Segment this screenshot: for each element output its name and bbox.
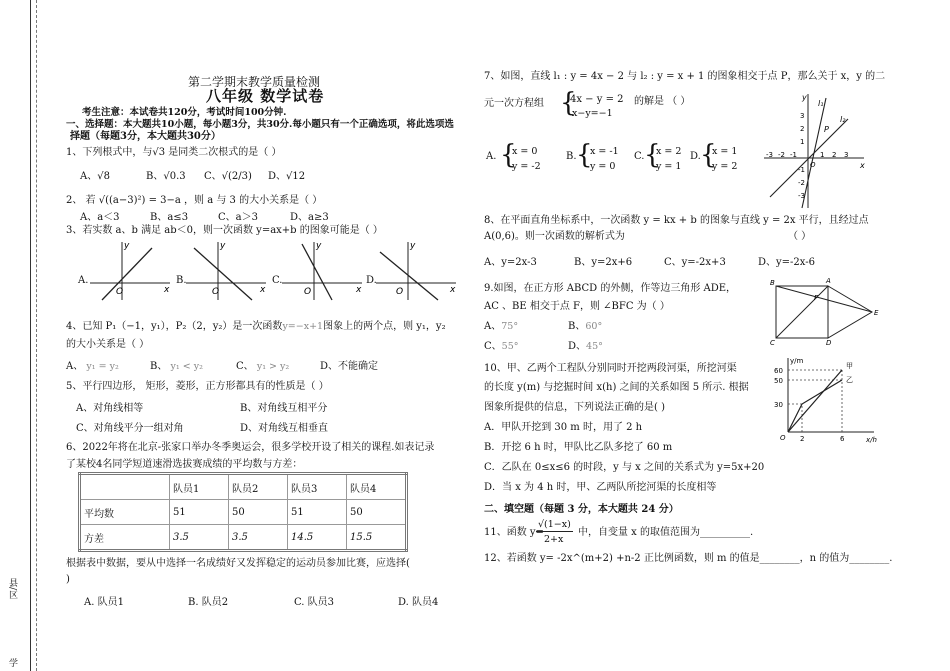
y-tick-label: -2 xyxy=(798,179,805,187)
x-tick-label: -3 xyxy=(766,151,773,159)
q3-option-d[interactable]: D. xyxy=(366,275,377,286)
q9-option-d[interactable] xyxy=(568,340,603,353)
point-e-label: E xyxy=(874,309,879,317)
q9-option-b-label: B、 xyxy=(568,321,586,332)
table-cell: 51 xyxy=(170,500,229,525)
q4-option-b[interactable] xyxy=(150,360,203,373)
q8-option-d[interactable]: D、y=-2x-6 xyxy=(758,257,815,268)
q9-option-a-value: 75° xyxy=(501,321,519,332)
q6-stem: 6、2022年将在北京-张家口举办冬季奥运会，很多学校开设了相关的课程.如表记录 xyxy=(66,442,435,453)
q1-stem: 1、下列根式中，与√3 是同类二次根式的是（ ） xyxy=(66,147,282,158)
q10-graph xyxy=(770,356,882,446)
q5-stem: 5、平行四边形， 矩形，菱形，正方形都具有的性质是（ ） xyxy=(66,381,329,392)
y-tick-label: 1 xyxy=(800,138,805,146)
y-tick-label: 2 xyxy=(800,125,805,133)
q10-option-d[interactable]: D．当 x 为 4 h 时，甲、乙两队所挖河渠的长度相等 xyxy=(484,482,717,493)
q7-sys-tail: 的解是 （ ） xyxy=(634,96,691,107)
q4-stem xyxy=(66,320,446,333)
q4-option-b-label: B、 xyxy=(150,361,168,372)
q7-option-a-brace: { xyxy=(500,140,517,170)
q6-score-table xyxy=(78,472,408,552)
diagonal-ac xyxy=(776,286,828,338)
margin-label-school: 学 xyxy=(7,658,17,667)
x-label: x xyxy=(860,161,865,170)
table-row xyxy=(80,525,407,551)
y-tick-label: -3 xyxy=(798,192,805,200)
x-tick-label: 6 xyxy=(840,435,845,443)
q3-graph-c xyxy=(282,240,362,300)
origin-label: O xyxy=(304,287,312,297)
table-header-cell: 队员4 xyxy=(347,474,407,500)
q4-option-a[interactable] xyxy=(66,360,119,373)
q7-option-d-brace: { xyxy=(700,140,717,170)
q1-option-a[interactable]: A、√8 xyxy=(80,171,110,182)
q7-option-a-label[interactable]: A. xyxy=(486,151,497,162)
q9-stem2: AC 、BE 相交于点 F，则 ∠BFC 为（ ） xyxy=(484,301,670,312)
q7-system-eq1: 4x − y = 2 xyxy=(570,94,624,105)
q4-option-c-value: y₁ > y₂ xyxy=(256,361,290,372)
q7-option-d-y: y = 2 xyxy=(712,161,738,172)
q4-stem-tail: 图象上的两个点，则 y₁，y₂ xyxy=(323,321,446,332)
y-tick-label: -1 xyxy=(798,166,805,174)
q9-option-a-label: A、 xyxy=(484,321,502,332)
q4-option-a-value: y₁ = y₂ xyxy=(86,361,119,372)
q7-option-b-label[interactable]: B. xyxy=(566,151,577,162)
point-d-label: D xyxy=(826,339,832,347)
q6-tail2: ) xyxy=(66,574,70,585)
q7-system-brace: { xyxy=(560,88,577,118)
q7-option-a-y: y = -2 xyxy=(512,161,541,172)
table-cell: 50 xyxy=(347,500,407,525)
q3-stem: 3、若实数 a、b 满足 ab＜0，则一次函数 y=ax+b 的图象可能是（ ） xyxy=(66,225,383,236)
point-f-label: F xyxy=(814,294,819,302)
q11-frac-denominator: 2+x xyxy=(544,534,564,545)
q3-graph-d xyxy=(376,240,456,300)
q7-stem2: 元一次方程组 xyxy=(484,98,544,109)
q7-system-eq2: x−y=−1 xyxy=(572,108,613,119)
q10-option-c[interactable]: C．乙队在 0≤x≤6 的时段，y 与 x 之间的关系式为 y=5x+20 xyxy=(484,462,765,473)
q1-option-d[interactable]: D、√12 xyxy=(268,171,306,182)
point-b-label: B xyxy=(770,279,775,287)
origin-label: O xyxy=(212,287,220,297)
y-tick-label: 50 xyxy=(774,377,783,385)
line-yi xyxy=(788,380,842,432)
x-label: x xyxy=(260,285,266,295)
y-label: y xyxy=(802,93,807,102)
q2-stem: 2、 若 √((a−3)²) = 3−a ，则 a 与 3 的大小关系是（ ） xyxy=(66,195,323,206)
q7-option-c-y: y = 1 xyxy=(656,161,682,172)
function-line xyxy=(194,248,252,300)
q7-option-b-x: x = -1 xyxy=(590,146,619,157)
q7-option-c-x: x = 2 xyxy=(656,146,682,157)
section1-heading-cont: 择题（每题3分，本大题共30分） xyxy=(70,131,221,142)
x-tick-label: 2 xyxy=(832,151,837,159)
section2-heading: 二、填空题（每题 3 分，本大题共 24 分） xyxy=(484,504,679,515)
table-cell: 14.5 xyxy=(288,525,347,551)
y-tick-label: 30 xyxy=(774,401,783,409)
q3-option-b[interactable]: B. xyxy=(176,275,187,286)
table-cell xyxy=(80,474,170,500)
q2-option-d[interactable]: D、a≥3 xyxy=(290,212,329,223)
x-label: x/h xyxy=(866,436,877,444)
q4-option-c[interactable] xyxy=(236,360,289,373)
q8-paren: （ ） xyxy=(788,231,812,242)
table-cell: 3.5 xyxy=(170,525,229,551)
y-tick-label: 60 xyxy=(774,367,783,375)
q5-option-d[interactable]: D、对角线互相垂直 xyxy=(240,423,329,434)
q9-option-c-value: 55° xyxy=(501,341,519,352)
q9-option-c-label: C、 xyxy=(484,341,502,352)
q8-option-c[interactable]: C、y=-2x+3 xyxy=(664,257,726,268)
exam-title: 第二学期末教学质量检测 xyxy=(188,75,321,89)
q4-function: y=−x+1 xyxy=(282,321,324,332)
q7-option-b-y: y = 0 xyxy=(590,161,616,172)
table-header-cell: 队员3 xyxy=(288,474,347,500)
table-row-label: 方差 xyxy=(80,525,170,551)
q5-option-a[interactable]: A、对角线相等 xyxy=(76,403,144,414)
q3-option-c[interactable]: C. xyxy=(272,275,283,286)
table-cell: 50 xyxy=(229,500,288,525)
q3-graph-b xyxy=(186,240,266,300)
q2-option-c[interactable]: C、a＞3 xyxy=(218,212,258,223)
q10-stem2: 的长度 y(m) 与挖掘时间 x(h) 之间的关系如图 5 所示. 根据 xyxy=(484,382,749,393)
q4-option-b-value: y₁ < y₂ xyxy=(170,361,203,372)
origin-label: O xyxy=(116,287,124,297)
table-row xyxy=(80,500,407,525)
table-row-label: 平均数 xyxy=(80,500,170,525)
q6-option-d[interactable]: D. 队员4 xyxy=(398,597,439,608)
q10-option-a[interactable]: A．甲队开挖到 30 m 时，用了 2 h xyxy=(484,422,643,433)
q7-option-a-x: x = 0 xyxy=(512,146,538,157)
section1-heading: 一、选择题：本大题共10小题，每小题3分，共30分.每小题只有一个正确选项，将此选项选 xyxy=(66,119,454,130)
line-jia xyxy=(788,370,842,432)
y-label: y xyxy=(220,241,226,251)
q9-option-b[interactable] xyxy=(568,320,602,333)
q3-option-a[interactable]: A. xyxy=(78,275,89,286)
q7-option-b-brace: { xyxy=(576,140,593,170)
q11-frac-numerator: √(1−x) xyxy=(538,519,571,530)
exam-subtitle: 八年级 数学试卷 xyxy=(206,87,325,105)
triangle-ade xyxy=(828,286,872,338)
q7-option-d-label[interactable]: D. xyxy=(690,151,701,162)
function-line xyxy=(102,248,152,300)
x-tick-label: -2 xyxy=(778,151,785,159)
table-cell: 51 xyxy=(288,500,347,525)
q9-stem: 9.如图，在正方形 ABCD 的外侧，作等边三角形 ADE， xyxy=(484,283,737,294)
origin-label: O xyxy=(780,434,786,442)
q11-tail: 中，自变量 x 的取值范围为__________. xyxy=(578,527,754,538)
q4-option-c-label: C、 xyxy=(236,361,254,372)
q6-stem2: 了某校4名同学短道速滑选拔赛成绩的平均数与方差： xyxy=(66,459,303,470)
q6-option-a[interactable]: A. 队员1 xyxy=(84,597,124,608)
q11-stem: 11、函数 y= xyxy=(484,527,544,538)
y-label: y/m xyxy=(790,357,804,365)
q9-figure xyxy=(768,276,880,346)
y-label: y xyxy=(124,241,130,251)
y-tick-label: 3 xyxy=(800,112,805,120)
label-yi: 乙 xyxy=(846,376,853,384)
q4-stem2: 的大小关系是（ ） xyxy=(66,339,150,350)
q7-option-d-x: x = 1 xyxy=(712,146,738,157)
q10-option-b[interactable]: B．开挖 6 h 时，甲队比乙队多挖了 60 m xyxy=(484,442,673,453)
table-header-cell: 队员1 xyxy=(170,474,229,500)
q8-stem2: A(0,6)。则一次函数的解析式为 xyxy=(484,231,625,242)
q7-option-c-label[interactable]: C. xyxy=(634,151,645,162)
q12-stem: 12、若函数 y= -2x^(m+2) +n-2 正比例函数，则 m 的值是________，n 的值为________. xyxy=(484,553,893,564)
margin-label-district: 县/区 xyxy=(7,578,17,600)
point-a-label: A xyxy=(826,277,831,285)
q4-stem-head: 4、已知 P₁（−1，y₁），P₂（2，y₂）是一次函数 xyxy=(66,321,283,332)
x-tick-label: 1 xyxy=(820,151,825,159)
q8-stem: 8、在平面直角坐标系中，一次函数 y = kx + b 的图象与直线 y = 2x 平行，且经过点 xyxy=(484,215,869,226)
exam-notice: 考生注意：本试卷共120分，考试时间100分钟. xyxy=(82,107,287,118)
l2-label: l₂ xyxy=(840,115,846,124)
origin-label: O xyxy=(396,287,404,297)
x-tick-label: -1 xyxy=(790,151,797,159)
q8-option-a[interactable]: A、y=2x-3 xyxy=(484,257,537,268)
table-header-cell: 队员2 xyxy=(229,474,288,500)
q5-option-c[interactable]: C、对角线平分一组对角 xyxy=(76,423,184,434)
table-header-row xyxy=(80,474,407,500)
q4-option-a-label: A、 xyxy=(66,361,84,372)
q9-option-d-label: D、 xyxy=(568,341,587,352)
q7-graph xyxy=(764,92,868,210)
q5-option-b[interactable]: B、对角线互相平分 xyxy=(240,403,328,414)
q8-option-b[interactable]: B、y=2x+6 xyxy=(574,257,633,268)
y-label: y xyxy=(410,241,416,251)
binding-line xyxy=(30,0,31,671)
q2-option-b[interactable]: B、a≤3 xyxy=(150,212,189,223)
function-line xyxy=(380,252,438,300)
q1-option-b[interactable]: B、√0.3 xyxy=(146,171,186,182)
x-label: x xyxy=(450,285,456,295)
q9-option-a[interactable] xyxy=(484,320,518,333)
q7-option-c-brace: { xyxy=(644,140,661,170)
y-label: y xyxy=(316,241,322,251)
table-cell: 15.5 xyxy=(347,525,407,551)
q7-stem: 7、如图，直线 l₁ : y = 4x − 2 与 l₂ : y = x + 1 的图象相交于点 P，那么关于 x，y 的二 xyxy=(484,71,886,82)
q6-option-c[interactable]: C. 队员3 xyxy=(294,597,335,608)
q2-option-a[interactable]: A、a＜3 xyxy=(80,212,120,223)
label-jia: 甲 xyxy=(846,362,853,370)
x-tick-label: 3 xyxy=(844,151,849,159)
q10-stem3: 图象所提供的信息，下列说法正确的是( ) xyxy=(484,402,665,413)
x-tick-label: 2 xyxy=(800,435,805,443)
q9-option-c[interactable] xyxy=(484,340,519,353)
q6-option-b[interactable]: B. 队员2 xyxy=(188,597,229,608)
x-label: x xyxy=(164,285,170,295)
l1-label: l₁ xyxy=(818,99,824,108)
q3-graph-a xyxy=(90,240,170,300)
point-p-label: P xyxy=(824,125,829,134)
table-cell: 3.5 xyxy=(229,525,288,551)
x-label: x xyxy=(356,285,362,295)
point-c-label: C xyxy=(770,339,775,347)
q9-option-b-value: 60° xyxy=(585,321,603,332)
q10-stem: 10、甲、乙两个工程队分别同时开挖两段河渠，所挖河渠 xyxy=(484,363,737,374)
binding-dashed-line xyxy=(36,0,37,671)
q1-option-c[interactable]: C、√(2/3) xyxy=(204,171,252,182)
origin-label: O xyxy=(810,161,816,169)
q9-option-d-value: 45° xyxy=(586,341,603,352)
q6-tail: 根据表中数据，要从中选择一名成绩好又发挥稳定的运动员参加比赛，应选择( xyxy=(66,558,410,569)
q4-option-d[interactable]: D、不能确定 xyxy=(320,361,379,372)
